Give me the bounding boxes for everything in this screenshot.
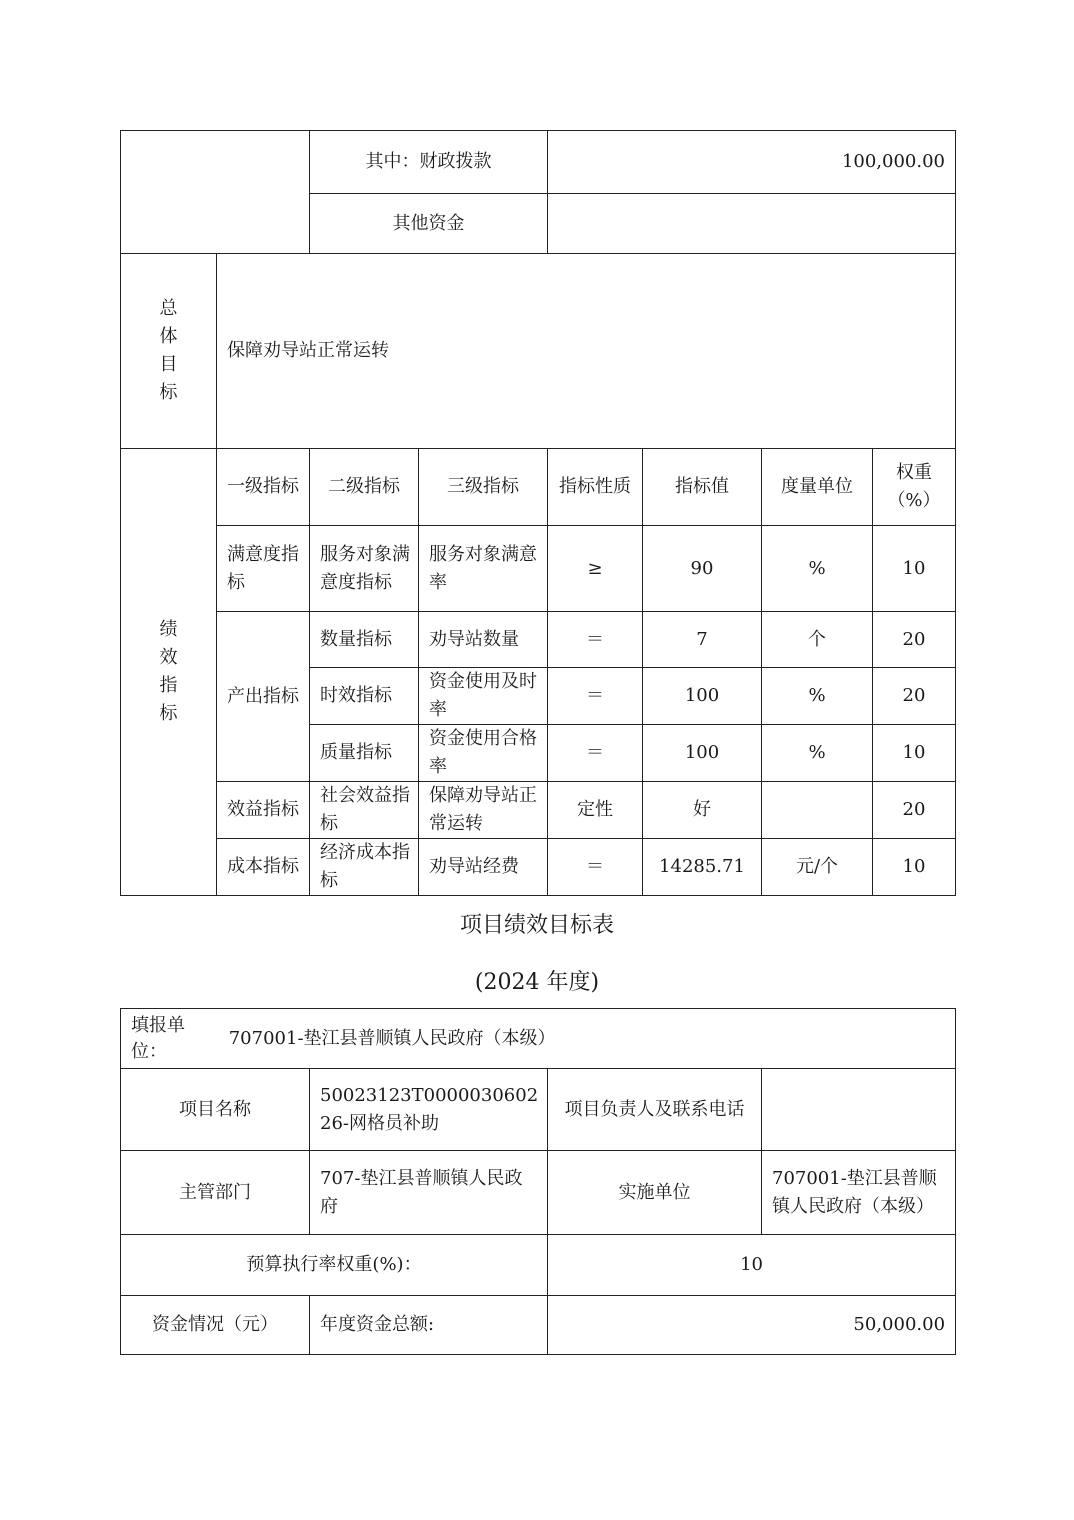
row-unit: 元/个 <box>762 839 873 896</box>
contact-label: 项目负责人及联系电话 <box>548 1069 762 1151</box>
row-l2: 时效指标 <box>310 668 419 725</box>
row-l3: 服务对象满意率 <box>419 526 548 612</box>
header-weight: 权重（%） <box>873 449 956 526</box>
row-unit <box>762 782 873 839</box>
table-row <box>121 526 956 612</box>
goal-char: 标 <box>159 382 178 403</box>
row-nature: ＝ <box>548 725 643 782</box>
row-l3: 保障劝导站正常运转 <box>419 782 548 839</box>
row-l1: 满意度指标 <box>217 526 310 612</box>
reporting-unit-value: 707001-垫江县普顺镇人民政府（本级） <box>228 1027 556 1049</box>
other-funds-value <box>548 194 956 254</box>
header-level2: 二级指标 <box>310 449 419 526</box>
row-weight: 20 <box>873 782 956 839</box>
table-row <box>121 839 956 896</box>
row-unit: % <box>762 668 873 725</box>
header-unit: 度量单位 <box>762 449 873 526</box>
fiscal-value: 100,000.00 <box>548 131 956 194</box>
row-l2: 经济成本指标 <box>310 839 419 896</box>
row-l1: 效益指标 <box>217 782 310 839</box>
row-weight: 10 <box>873 526 956 612</box>
performance-indicator-label <box>121 449 217 896</box>
header-level1: 一级指标 <box>217 449 310 526</box>
annual-total-value: 50,000.00 <box>548 1296 956 1355</box>
row-l3: 资金使用及时率 <box>419 668 548 725</box>
page-title: 项目绩效目标表 <box>459 913 614 938</box>
row-value: 100 <box>643 725 762 782</box>
row-nature: ≥ <box>548 526 643 612</box>
table-row <box>121 782 956 839</box>
row-nature: ＝ <box>548 612 643 668</box>
row-weight: 10 <box>873 725 956 782</box>
project-name-label: 项目名称 <box>121 1069 310 1151</box>
page-subtitle-year: (2024 年度) <box>474 970 600 995</box>
annual-total-label: 年度资金总额: <box>310 1296 548 1355</box>
perf-char: 效 <box>159 647 178 668</box>
budget-weight-label: 预算执行率权重(%)： <box>121 1235 548 1296</box>
fiscal-label: 其中：财政拨款 <box>310 131 548 194</box>
funds-blank-cell <box>121 131 310 254</box>
header-nature: 指标性质 <box>548 449 643 526</box>
row-value: 7 <box>643 612 762 668</box>
row-weight: 20 <box>873 612 956 668</box>
overall-goal-text: 保障劝导站正常运转 <box>217 254 956 449</box>
dept-value: 707-垫江县普顺镇人民政府 <box>310 1151 548 1235</box>
perf-char: 指 <box>159 675 178 696</box>
header-value: 指标值 <box>643 449 762 526</box>
impl-unit-label: 实施单位 <box>548 1151 762 1235</box>
budget-weight-value: 10 <box>548 1235 956 1296</box>
impl-unit-value: 707001-垫江县普顺镇人民政府（本级） <box>762 1151 956 1235</box>
reporting-unit-row <box>121 1009 956 1069</box>
project-info-table <box>120 1008 956 1355</box>
row-nature: 定性 <box>548 782 643 839</box>
row-weight: 10 <box>873 839 956 896</box>
goal-char: 目 <box>159 354 178 375</box>
table-row <box>121 612 956 668</box>
perf-char: 绩 <box>159 619 178 640</box>
other-funds-label: 其他资金 <box>310 194 548 254</box>
row-l3: 劝导站经费 <box>419 839 548 896</box>
goal-char: 体 <box>159 326 178 347</box>
goal-char: 总 <box>159 298 178 319</box>
overall-goal-label <box>121 254 217 449</box>
row-value: 好 <box>643 782 762 839</box>
row-unit: 个 <box>762 612 873 668</box>
header-level3: 三级指标 <box>419 449 548 526</box>
row-value: 14285.71 <box>643 839 762 896</box>
row-l2: 社会效益指标 <box>310 782 419 839</box>
row-l1: 成本指标 <box>217 839 310 896</box>
row-nature: ＝ <box>548 839 643 896</box>
row-l2: 质量指标 <box>310 725 419 782</box>
contact-value <box>762 1069 956 1151</box>
row-weight: 20 <box>873 668 956 725</box>
row-unit: % <box>762 526 873 612</box>
row-l2: 服务对象满意度指标 <box>310 526 419 612</box>
project-name-value: 50023123T000003060226-网格员补助 <box>310 1069 548 1151</box>
funds-label: 资金情况（元） <box>121 1296 310 1355</box>
row-unit: % <box>762 725 873 782</box>
dept-label: 主管部门 <box>121 1151 310 1235</box>
row-value: 90 <box>643 526 762 612</box>
row-value: 100 <box>643 668 762 725</box>
row-l1: 产出指标 <box>217 612 310 782</box>
row-l3: 资金使用合格率 <box>419 725 548 782</box>
row-l3: 劝导站数量 <box>419 612 548 668</box>
perf-char: 标 <box>159 703 178 724</box>
row-l2: 数量指标 <box>310 612 419 668</box>
row-nature: ＝ <box>548 668 643 725</box>
top-performance-table <box>120 130 956 896</box>
reporting-unit-label: 填报单位： <box>131 1014 185 1062</box>
